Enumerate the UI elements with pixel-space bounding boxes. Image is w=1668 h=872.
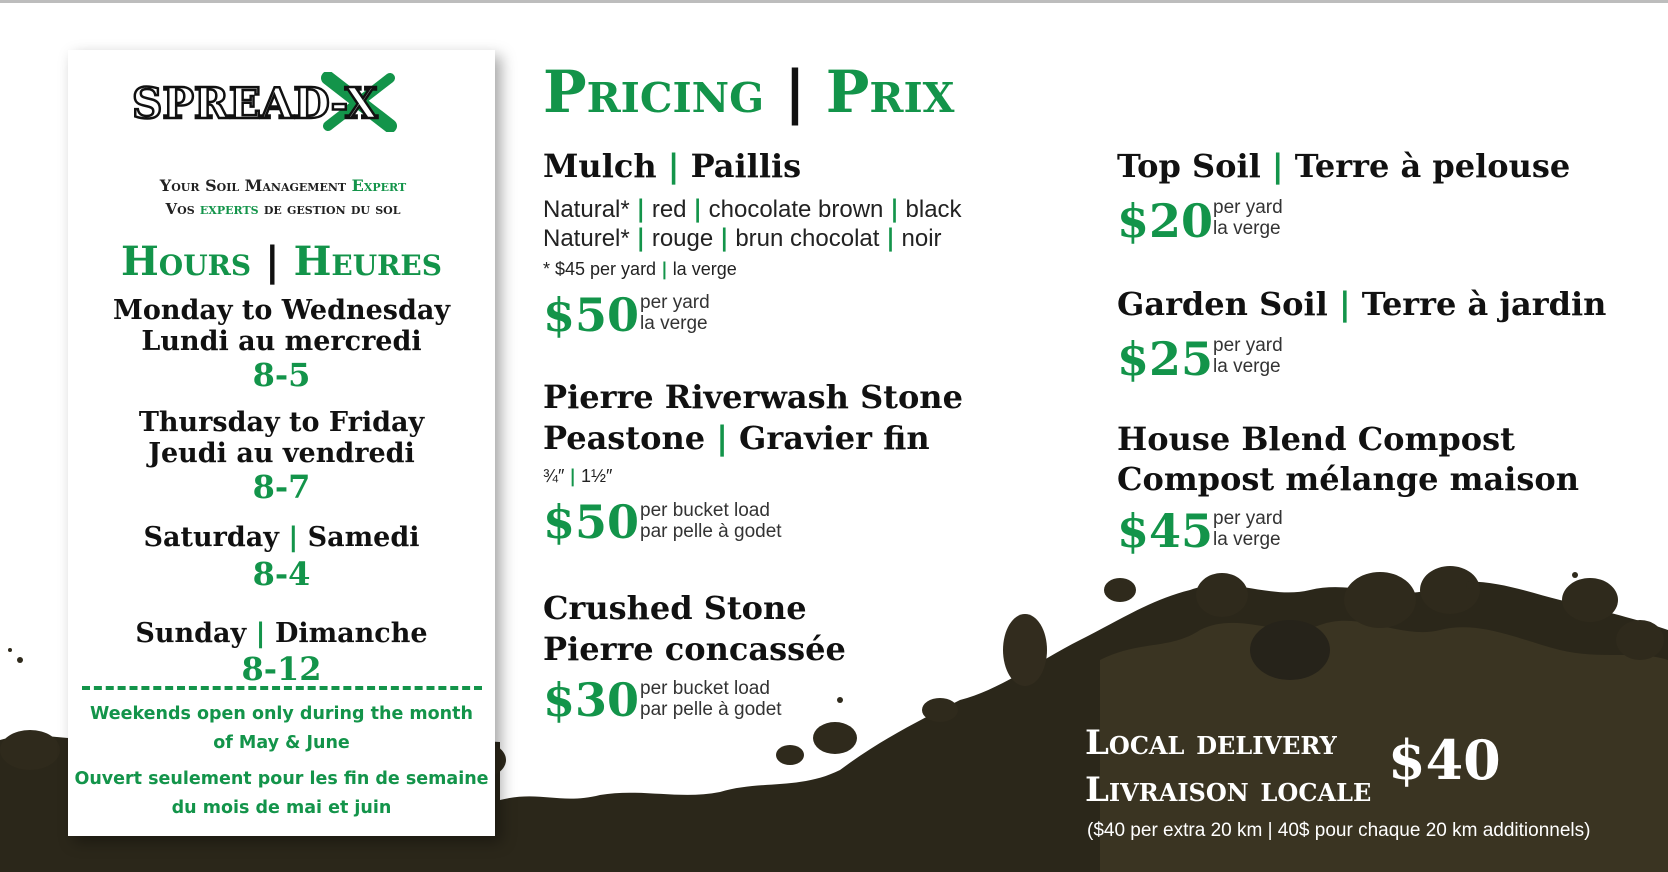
mulch-natural-note-price: * $45 per yard	[543, 259, 657, 279]
delivery-label-fr: Livraison locale	[1085, 770, 1372, 810]
mulch-colors-en	[543, 195, 962, 224]
hours-title-fr: Heures	[293, 238, 442, 285]
weekend-note-fr-line2: du mois de mai et juin	[171, 798, 392, 818]
tagline-fr-experts: experts	[199, 200, 259, 218]
hours-title	[68, 238, 495, 285]
schedule-saturday-fr: Samedi	[307, 522, 420, 553]
tagline-fr-rest: de gestion du sol	[263, 200, 401, 218]
spread-x-logo	[128, 72, 438, 218]
top-soil-separator: |	[1271, 147, 1284, 185]
mulch-natural-note-fr: la verge	[672, 259, 737, 279]
weekend-note-en-line1: Weekends open only during the month	[90, 704, 473, 724]
compost-price: $45	[1117, 504, 1214, 558]
tagline-fr	[128, 200, 438, 218]
garden-soil-price: $25	[1117, 332, 1214, 386]
peastone-size: 1½″	[581, 466, 613, 486]
schedule-mon-wed	[68, 295, 495, 357]
peastone-sizes	[543, 466, 612, 487]
mulch-colors-fr	[543, 224, 942, 253]
mulch-name-fr: Paillis	[690, 147, 802, 185]
peastone-size-separator: |	[569, 466, 576, 487]
schedule-thu-fri-time: 8-7	[252, 468, 311, 506]
hours-title-en: Hours	[121, 238, 252, 285]
schedule-thu-fri-fr: Jeudi au vendredi	[148, 438, 415, 469]
crushed-stone-heading-fr: Pierre concassée	[543, 630, 846, 668]
mulch-unit	[640, 292, 710, 334]
schedule-saturday-time: 8-4	[252, 555, 311, 593]
mulch-color-separator: |	[636, 224, 646, 252]
schedule-thu-fri-en: Thursday to Friday	[138, 407, 425, 438]
compost-heading-en: House Blend Compost	[1117, 420, 1515, 458]
mulch-color-separator: |	[890, 195, 899, 223]
pricing-title	[543, 58, 954, 126]
weekend-note-en	[68, 700, 495, 758]
compost-heading-fr: Compost mélange maison	[1117, 460, 1579, 498]
top-soil-heading	[1117, 146, 1570, 187]
pricing-title-separator: |	[784, 58, 806, 126]
peastone-name-en: Peastone	[543, 419, 706, 457]
mulch-natural-note	[543, 259, 737, 280]
schedule-sunday-fr: Dimanche	[274, 618, 428, 649]
top-soil-unit-fr: la verge	[1213, 218, 1281, 239]
weekend-note-fr	[68, 765, 495, 823]
mulch-price: $50	[543, 288, 640, 342]
crushed-stone-heading-en: Crushed Stone	[543, 589, 807, 627]
tagline-en-expert: Expert	[351, 176, 407, 195]
mulch-color-separator: |	[719, 224, 729, 252]
top-soil-price: $20	[1117, 194, 1214, 248]
peastone-size: ¾″	[543, 466, 565, 486]
mulch-color-separator: |	[886, 224, 895, 252]
mulch-color-en: red	[651, 196, 687, 223]
hours-title-separator: |	[265, 239, 280, 285]
weekend-note-fr-line1: Ouvert seulement pour les fin de semaine	[74, 769, 489, 789]
schedule-sunday-time: 8-12	[241, 650, 322, 688]
compost-unit-en: per yard	[1213, 508, 1283, 529]
mulch-unit-fr: la verge	[640, 313, 708, 334]
garden-soil-name-fr: Terre à jardin	[1361, 285, 1607, 323]
mulch-color-fr: noir	[901, 225, 942, 252]
pricing-title-fr: Prix	[825, 58, 955, 126]
peastone-unit	[640, 500, 782, 542]
mulch-unit-en: per yard	[640, 292, 710, 313]
top-soil-name-en: Top Soil	[1117, 147, 1261, 185]
crushed-stone-price: $30	[543, 673, 640, 727]
peastone-heading-line1: Pierre Riverwash Stone	[543, 378, 963, 416]
garden-soil-separator: |	[1338, 285, 1351, 323]
mulch-separator: |	[667, 147, 680, 185]
schedule-mon-wed-en: Monday to Wednesday	[112, 295, 451, 326]
top-soil-name-fr: Terre à pelouse	[1294, 147, 1571, 185]
garden-soil-unit	[1213, 335, 1283, 377]
delivery-price: $40	[1388, 728, 1501, 792]
mulch-heading	[543, 146, 801, 187]
mulch-name-en: Mulch	[543, 147, 657, 185]
peastone-unit-en: per bucket load	[640, 500, 770, 521]
peastone-price: $50	[543, 495, 640, 549]
schedule-sunday-separator: |	[255, 618, 266, 649]
crushed-stone-unit	[640, 678, 782, 720]
mulch-color-fr: brun chocolat	[735, 225, 880, 252]
delivery-label-en: Local delivery	[1085, 723, 1337, 763]
mulch-color-fr: rouge	[651, 225, 714, 252]
tagline-en	[128, 176, 438, 195]
peastone-separator: |	[716, 419, 728, 457]
hours-panel	[68, 50, 495, 836]
mulch-color-fr: Naturel*	[543, 225, 630, 252]
logo-mark	[128, 72, 438, 132]
garden-soil-name-en: Garden Soil	[1117, 285, 1328, 323]
tagline-fr-vos: Vos	[165, 200, 195, 218]
garden-soil-unit-fr: la verge	[1213, 356, 1281, 377]
garden-soil-heading	[1117, 284, 1606, 325]
schedule-saturday	[68, 522, 495, 553]
schedule-saturday-en: Saturday	[143, 522, 279, 553]
mulch-color-separator: |	[693, 195, 702, 223]
top-soil-unit-en: per yard	[1213, 197, 1283, 218]
compost-unit	[1213, 508, 1283, 550]
delivery-note: ($40 per extra 20 km | 40$ pour chaque 20 km additionnels)	[1087, 820, 1591, 841]
schedule-thu-fri	[68, 407, 495, 469]
dashed-divider	[82, 686, 482, 690]
tagline-en-main: Your Soil Management	[159, 176, 347, 195]
mulch-color-en: black	[905, 196, 962, 223]
mulch-color-separator: |	[636, 195, 646, 223]
pricing-title-en: Pricing	[543, 58, 765, 126]
peastone-unit-fr: par pelle à godet	[640, 521, 782, 542]
garden-soil-unit-en: per yard	[1213, 335, 1283, 356]
weekend-note-en-line2: of May & June	[213, 733, 350, 753]
schedule-mon-wed-fr: Lundi au mercredi	[141, 326, 422, 357]
logo-text: SPREAD-X	[132, 79, 378, 128]
peastone-name-fr: Gravier fin	[739, 419, 930, 457]
schedule-mon-wed-time: 8-5	[252, 356, 311, 394]
mulch-color-en: Natural*	[543, 196, 630, 223]
top-soil-unit	[1213, 197, 1283, 239]
schedule-sunday-en: Sunday	[135, 618, 247, 649]
schedule-saturday-separator: |	[288, 522, 299, 553]
mulch-color-en: chocolate brown	[708, 196, 884, 223]
crushed-stone-unit-fr: par pelle à godet	[640, 699, 782, 720]
schedule-sunday	[68, 618, 495, 649]
mulch-natural-note-separator: |	[661, 259, 668, 280]
peastone-heading-line2	[543, 418, 930, 459]
compost-unit-fr: la verge	[1213, 529, 1281, 550]
crushed-stone-unit-en: per bucket load	[640, 678, 770, 699]
